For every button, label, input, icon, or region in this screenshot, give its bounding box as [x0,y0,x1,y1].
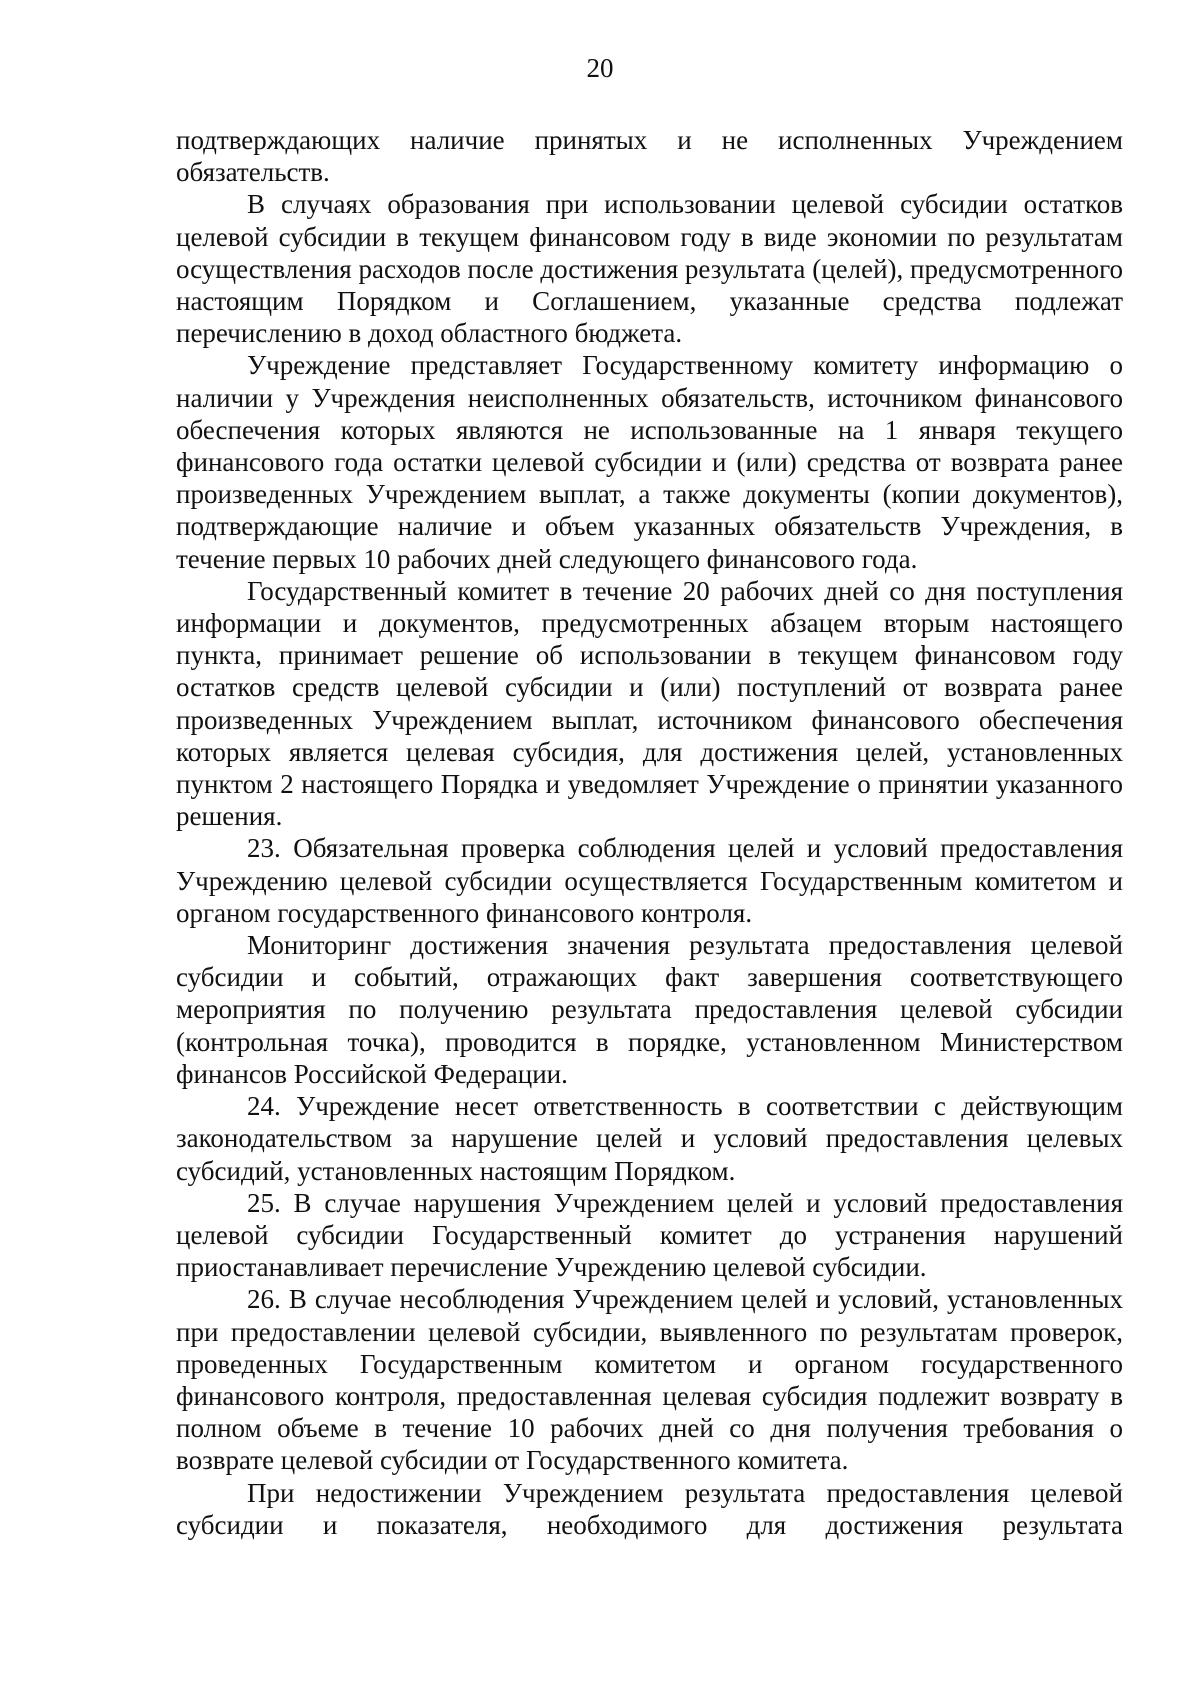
paragraph-remaining-funds: В случаях образования при использовании целевой субсидии остатков целевой субсидии в текущем финансовом году в виде экономии по результатам осуществления расходов после достижения результата (целей), предусмотренного настоящим Порядком и Соглашением, указанные средства подлежат перечислению в доход областного бюджета. [176,189,1123,349]
paragraph-clause-24: 24. Учреждение несет ответственность в соответствии с действующим законодательством за нарушение целей и условий предоставления целевых субсидий, установленных настоящим Порядком. [176,1091,1123,1186]
paragraph-committee-decision: Государственный комитет в течение 20 рабочих дней со дня поступления информации и документов, предусмотренных абзацем вторым настоящего пункта, принимает решение об использовании в текущем финансовом году остатков средств целевой субсидии и (или) поступлений от возврата ранее произведенных Учреждением выплат, источником финансового обеспечения которых является целевая субсидия, для достижения целей, установленных пунктом 2 настоящего Порядка и уведомляет Учреждение о принятии указанного решения. [176,575,1123,832]
page-number: 20 [586,53,614,83]
paragraph-clause-23: 23. Обязательная проверка соблюдения целей и условий предоставления Учреждению целевой субсидии осуществляется Государственным комитетом и органом государственного финансового контроля. [176,833,1123,928]
paragraph-continuation: подтверждающих наличие принятых и не исполненных Учреждением обязательств. [176,125,1123,188]
paragraph-clause-26: 26. В случае несоблюдения Учреждением целей и условий, установленных при предоставлении целевой субсидии, выявленного по результатам проверок, проведенных Государственным комитетом и органом государственного финансового контроля, предоставленная целевая субсидия подлежит возврату в полном объеме в течение 10 рабочих дней со дня получения требования о возврате целевой субсидии от Государственного комитета. [176,1284,1123,1476]
document-body [176,124,1123,1541]
paragraph-non-achievement: При недостижении Учреждением результата предоставления целевой субсидии и показателя, необходимого для достижения результата [176,1477,1123,1540]
paragraph-monitoring: Мониторинг достижения значения результата предоставления целевой субсидии и событий, отражающих факт завершения соответствующего мероприятия по получению результата предоставления целевой субсидии (контрольная точка), проводится в порядке, установленном Министерством финансов Российской Федерации. [176,930,1123,1089]
paragraph-obligations-report: Учреждение представляет Государственному комитету информацию о наличии у Учреждения неисполненных обязательств, источником финансового обеспечения которых являются не использованные на 1 января текущего финансового года остатки целевой субсидии и (или) средства от возврата ранее произведенных Учреждением выплат, а также документы (копии документов), подтверждающие наличие и объем указанных обязательств Учреждения, в течение первых 10 рабочих дней следующего финансового года. [176,350,1123,574]
paragraph-clause-25: 25. В случае нарушения Учреждением целей и условий предоставления целевой субсидии Государственный комитет до устранения нарушений приостанавливает перечисление Учреждению целевой субсидии. [176,1187,1123,1283]
